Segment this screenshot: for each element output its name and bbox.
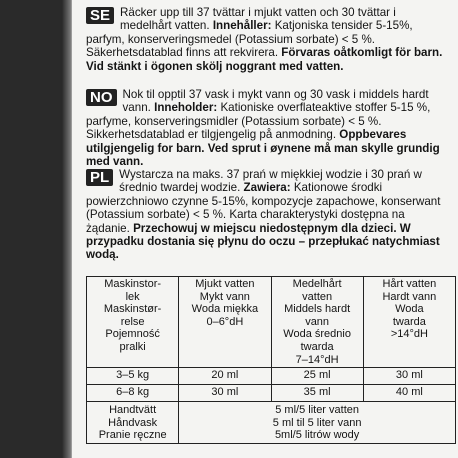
language-badge-no: NO <box>86 89 117 106</box>
header-medium-water: Medelhårt vatten Middels hardt vann Woda średnio twarda 7–14°dH <box>271 277 363 368</box>
section-norwegian <box>86 88 448 168</box>
no-usage: Nok til opptil 37 vask i mykt vann og 30 vask i middels hardt vann. <box>122 88 429 115</box>
pl-usage: Wystarcza na maks. 37 prań w miękkiej wodzie i 30 prań w średnio twardej wodzie. <box>119 168 422 195</box>
table-cell: 20 ml <box>179 368 271 385</box>
table-cell: 30 ml <box>363 368 455 385</box>
no-ingredients: Kationiske overflateaktive stoffer 5-15 %, parfyme, konserveringsmidler (Potassium sorbate) < 5 %. Sikkerhetsdatablad er tilgjengelig på anmodning. <box>86 101 431 142</box>
product-label <box>72 0 458 458</box>
pl-warning: Przechowuj w miejscu niedostępnym dla dzieci. W przypadku dostania się płynu do oczu – przepłukać natychmiast wodą. <box>86 221 440 262</box>
se-usage: Räcker upp till 37 tvättar i mjukt vatten och 30 tvättar i medelhårt vatten. <box>120 6 396 33</box>
table-cell: 40 ml <box>363 385 455 402</box>
handwash-label: Handtvätt Håndvask Pranie ręczne <box>87 402 179 444</box>
language-badge-pl: PL <box>86 169 113 186</box>
section-swedish <box>86 6 448 73</box>
header-soft-water: Mjukt vatten Mykt vann Woda miękka 0–6°dH <box>179 277 271 368</box>
pl-ingredients-label: Zawiera: <box>243 181 291 195</box>
table-cell: 3–5 kg <box>87 368 179 385</box>
table-row-handwash <box>87 402 456 444</box>
dosage-table-header <box>87 277 456 368</box>
handwash-value: 5 ml/5 liter vatten 5 ml til 5 liter vann 5ml/5 litrów wody <box>179 402 456 444</box>
language-badge-se: SE <box>86 7 114 24</box>
table-row <box>87 385 456 402</box>
table-cell: 6–8 kg <box>87 385 179 402</box>
no-warning: Oppbevares utilgjengelig for barn. Ved sprut i øynene må man skylle grundig med vann. <box>86 128 440 169</box>
header-hard-water: Hårt vatten Hardt vann Woda twarda >14°dH <box>363 277 455 368</box>
se-ingredients-label: Innehåller: <box>212 19 272 33</box>
table-cell: 30 ml <box>179 385 271 402</box>
pl-ingredients: Kationowe środki powierzchniowo czynne 5-15%, kompozycje zapachowe, konserwant (Potassium sorbate) < 5 %. Karta charakterystyki dostępna na żądanie. <box>86 181 441 235</box>
section-polish <box>86 168 448 262</box>
se-ingredients: Katjoniska tensider 5-15%, parfym, konserveringsmedel (Potassium sorbate) < 5 %. Säkerhetsdatablad finns att rekvirera. <box>86 19 413 60</box>
table-row <box>87 368 456 385</box>
table-cell: 25 ml <box>271 368 363 385</box>
se-warning: Förvaras oåtkomligt för barn. Vid stänkt i ögonen skölj noggrant med vatten. <box>86 46 443 73</box>
header-machine-size: Maskinstor- lek Maskinstør- relse Pojemność pralki <box>87 277 179 368</box>
dosage-table <box>86 276 456 444</box>
table-cell: 35 ml <box>271 385 363 402</box>
no-ingredients-label: Inneholder: <box>154 101 218 115</box>
